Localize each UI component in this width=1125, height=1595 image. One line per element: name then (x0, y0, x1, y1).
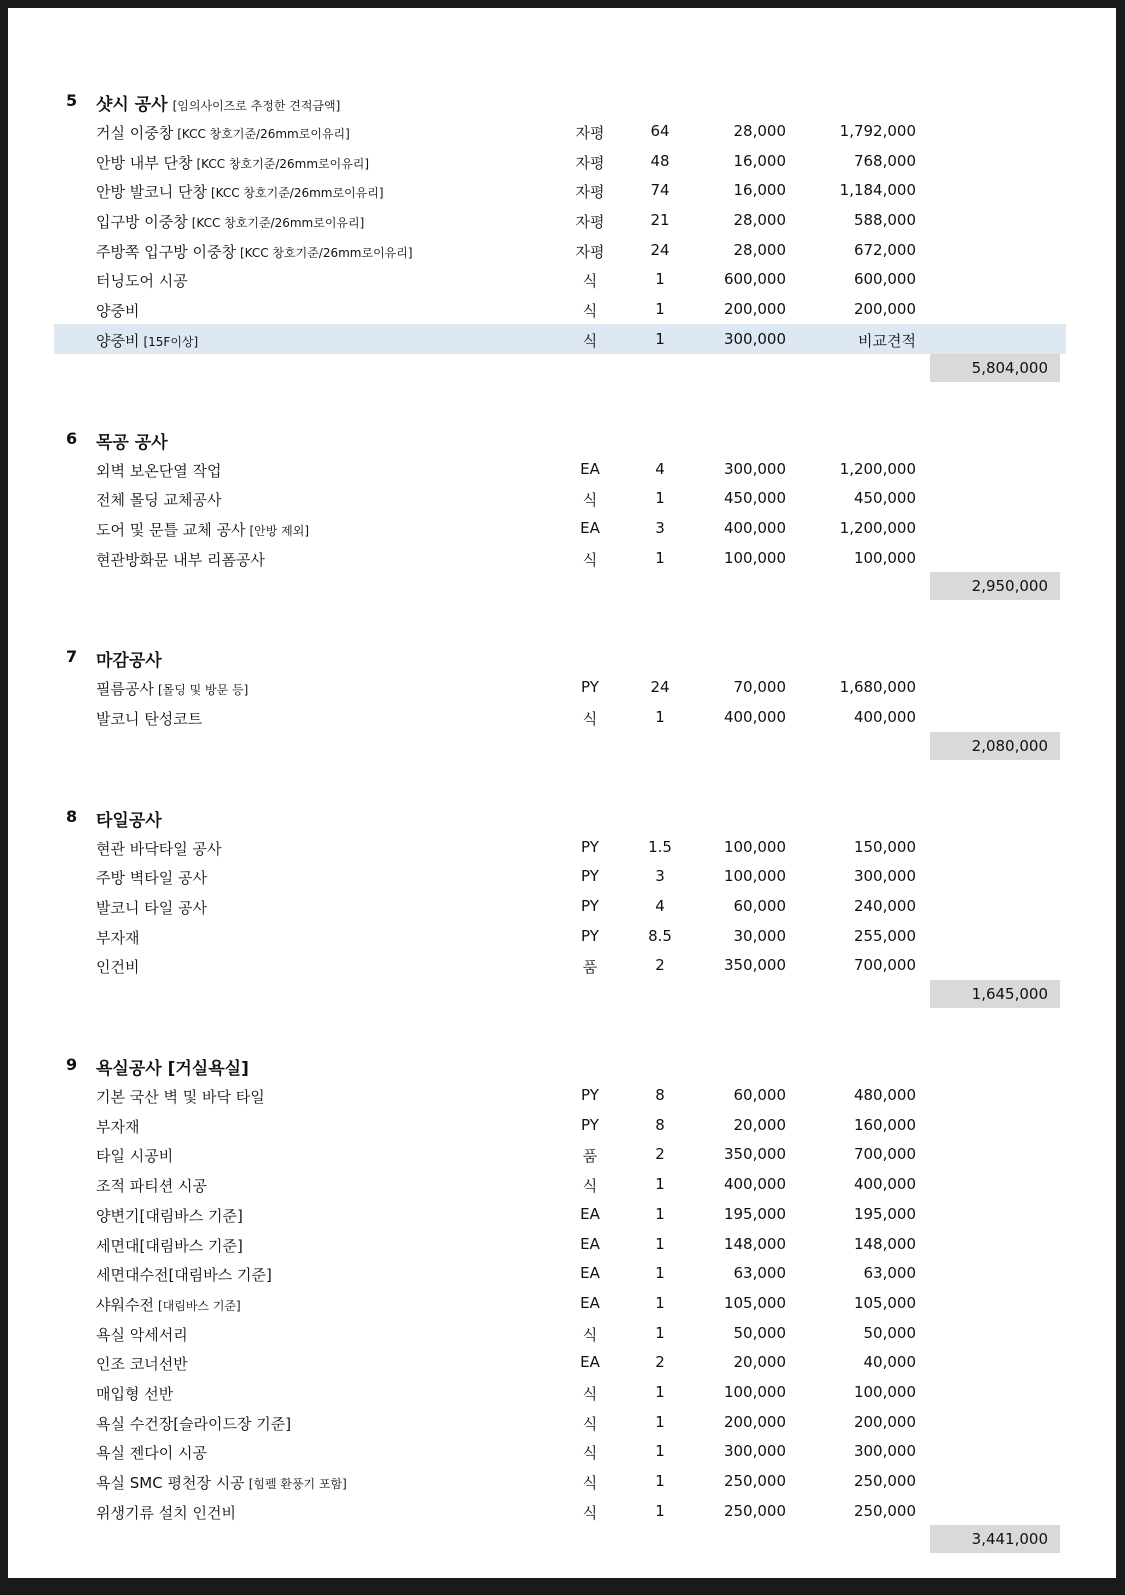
item-name-text: 조적 파티션 시공 (96, 1177, 207, 1196)
item-qty: 1 (655, 489, 665, 508)
item-name (96, 1264, 272, 1285)
item-note: [KCC 창호기준/26mm로이유리] (177, 127, 350, 141)
item-unit-price: 60,000 (733, 1086, 786, 1105)
section-note: [임의사이즈로 추정한 견적금액] (172, 99, 341, 113)
item-amount: 300,000 (853, 867, 916, 886)
item-unit: 식 (582, 1414, 598, 1433)
item-name-text: 인건비 (96, 958, 140, 977)
item-amount: 255,000 (853, 926, 916, 945)
item-qty: 4 (655, 897, 665, 915)
item-unit: 식 (582, 331, 598, 350)
item-amount: 480,000 (853, 1086, 916, 1105)
item-unit: EA (580, 1353, 600, 1372)
item-name-text: 발코니 탄성코트 (96, 709, 203, 728)
table-row-highlighted (54, 324, 1066, 354)
item-qty: 1 (655, 1264, 665, 1283)
table-row (8, 483, 1116, 513)
item-name (96, 1175, 207, 1196)
item-name-text: 안방 발코니 단창 (96, 183, 207, 202)
item-qty: 21 (650, 211, 670, 230)
item-amount: 300,000 (853, 1442, 916, 1461)
item-name-text: 터닝도어 시공 (96, 272, 188, 291)
item-name (96, 489, 221, 510)
item-amount: 63,000 (863, 1264, 916, 1283)
item-unit: 식 (582, 491, 598, 510)
table-row (8, 454, 1116, 484)
section-subtotal (8, 354, 1116, 384)
table-row (8, 1407, 1116, 1437)
item-name (96, 1413, 291, 1434)
item-name (96, 1472, 347, 1493)
table-row (8, 205, 1116, 235)
item-name (96, 549, 265, 570)
item-amount: 672,000 (853, 240, 916, 259)
item-qty: 1 (655, 1175, 665, 1194)
table-row (8, 1229, 1116, 1259)
section-title-text: 욕실공사 [거실욕실] (96, 1059, 249, 1080)
item-qty: 8 (655, 1115, 665, 1134)
item-unit-price: 100,000 (723, 867, 786, 886)
item-name-text: 욕실 악세서리 (96, 1325, 188, 1344)
item-name-text: 세면대수전[대림바스 기준] (96, 1266, 272, 1285)
item-amount: 1,792,000 (839, 122, 916, 140)
section-title (96, 806, 162, 831)
item-unit: PY (581, 1115, 599, 1134)
item-unit-price: 30,000 (733, 926, 786, 945)
item-name (96, 1086, 265, 1107)
table-row (8, 1347, 1116, 1377)
item-unit: 품 (582, 958, 598, 977)
section-subtotal (8, 572, 1116, 602)
item-name-text: 양변기[대림바스 기준] (96, 1206, 243, 1225)
section-subtotal (8, 1525, 1116, 1555)
item-unit-price: 148,000 (723, 1234, 786, 1253)
item-unit: EA (580, 459, 600, 478)
item-qty: 3 (655, 867, 665, 886)
item-amount: 1,184,000 (839, 181, 916, 200)
item-unit: EA (580, 1204, 600, 1223)
subtotal-value: 1,645,000 (971, 985, 1048, 1004)
item-amount: 700,000 (853, 1145, 916, 1164)
item-qty: 24 (650, 240, 670, 259)
item-unit: PY (581, 1086, 599, 1105)
subtotal-box (930, 732, 1060, 760)
subtotal-box (930, 1525, 1060, 1553)
item-name-text: 욕실 수건장[슬라이드장 기준] (96, 1414, 292, 1433)
item-unit: 자평 (575, 124, 605, 142)
item-qty: 8.5 (648, 926, 672, 945)
table-row (8, 1318, 1116, 1348)
section-subtotal (8, 980, 1116, 1010)
item-qty: 1 (655, 548, 665, 567)
item-name (96, 867, 207, 888)
item-amount: 105,000 (853, 1293, 916, 1312)
item-unit: PY (581, 897, 599, 915)
item-amount: 700,000 (853, 956, 916, 975)
table-row (8, 1436, 1116, 1466)
table-row (8, 950, 1116, 980)
item-name (96, 300, 139, 321)
item-name-text: 욕실 SMC 평천장 시공 (96, 1474, 245, 1492)
section-title (96, 90, 340, 115)
section-number: 5 (66, 91, 78, 110)
table-row (8, 1496, 1116, 1526)
section-number: 6 (66, 428, 78, 448)
item-unit: PY (581, 678, 599, 697)
item-amount: 200,000 (853, 1412, 916, 1431)
item-unit-price: 450,000 (723, 489, 786, 508)
item-amount: 450,000 (853, 489, 916, 508)
item-unit: 식 (582, 1444, 598, 1463)
item-qty: 1 (655, 1204, 665, 1223)
section-header (8, 802, 1116, 832)
item-unit: EA (580, 518, 600, 537)
section-title-text: 마감공사 (96, 651, 162, 672)
item-unit: 식 (582, 709, 598, 728)
item-name-text: 욕실 젠다이 시공 (96, 1444, 207, 1463)
item-name-text: 현관방화문 내부 리폼공사 (96, 550, 265, 569)
table-row (8, 146, 1116, 176)
section-title (96, 646, 162, 671)
item-unit: 자평 (575, 213, 605, 232)
subtotal-box (930, 980, 1060, 1008)
item-qty: 48 (650, 151, 670, 170)
item-unit: 자평 (575, 242, 605, 261)
item-unit-price: 400,000 (723, 707, 786, 726)
table-row (8, 672, 1116, 702)
document-page (8, 8, 1116, 1578)
item-name (96, 1116, 139, 1137)
section-title-text: 샷시 공사 (96, 95, 168, 115)
item-unit-price: 16,000 (733, 181, 786, 200)
section-header (8, 642, 1116, 672)
item-qty: 2 (655, 956, 665, 975)
item-unit-price: 60,000 (733, 897, 786, 915)
item-name-text: 양중비 (96, 302, 140, 321)
item-qty: 1 (655, 1501, 665, 1520)
item-name (96, 1383, 173, 1404)
item-unit-price: 400,000 (723, 518, 786, 537)
item-unit: PY (581, 867, 599, 886)
item-note: [KCC 창호기준/26mm로이유리] (239, 245, 413, 260)
item-name-text: 입구방 이중창 (96, 213, 188, 232)
item-unit-price: 28,000 (733, 122, 786, 140)
section-number: 7 (66, 647, 78, 667)
item-name-text: 인조 코너선반 (96, 1355, 188, 1374)
subtotal-value: 5,804,000 (971, 358, 1048, 377)
item-unit-price: 250,000 (723, 1472, 786, 1490)
item-note: [KCC 창호기준/26mm로이유리] (196, 156, 370, 171)
item-name (96, 181, 384, 202)
item-name (96, 1145, 173, 1166)
item-name (96, 1442, 207, 1463)
item-unit: 자평 (575, 153, 605, 172)
item-amount: 40,000 (863, 1353, 916, 1372)
item-name-text: 현관 바닥타일 공사 (96, 839, 222, 858)
section-9 (8, 1050, 1116, 1555)
item-unit: 식 (582, 1474, 598, 1492)
item-unit-price: 600,000 (723, 270, 786, 289)
item-name-text: 외벽 보온단열 작업 (96, 461, 222, 480)
item-name (96, 708, 202, 729)
item-amount: 200,000 (853, 300, 916, 319)
item-name (96, 1324, 188, 1345)
item-amount: 1,200,000 (839, 459, 916, 478)
table-row (8, 175, 1116, 205)
item-name-text: 주방 벽타일 공사 (96, 869, 207, 888)
table-row (8, 891, 1116, 921)
item-name (96, 927, 139, 948)
item-amount: 588,000 (853, 211, 916, 230)
item-name-text: 샤워수전 (96, 1295, 154, 1314)
item-unit-price: 100,000 (723, 548, 786, 567)
estimate-sections (8, 86, 1116, 1595)
item-name (96, 519, 309, 540)
item-name (96, 1294, 241, 1315)
item-name-text: 타일 시공비 (96, 1147, 174, 1166)
item-name (96, 122, 350, 143)
item-qty: 2 (655, 1145, 665, 1164)
item-amount: 비교견적 (858, 331, 916, 350)
subtotal-value: 2,950,000 (971, 577, 1048, 596)
item-qty: 1 (655, 270, 665, 289)
item-unit-price: 300,000 (723, 329, 786, 348)
item-amount: 400,000 (853, 707, 916, 726)
item-name-text: 기본 국산 벽 및 바닥 타일 (96, 1088, 265, 1107)
item-unit: 식 (582, 550, 598, 569)
item-unit: 품 (582, 1147, 598, 1166)
table-row (8, 702, 1116, 732)
item-qty: 3 (655, 518, 665, 537)
item-note: [KCC 창호기준/26mm로이유리] (191, 216, 365, 231)
section-6 (8, 424, 1116, 603)
item-unit: 식 (582, 1325, 598, 1344)
item-name-text: 전체 몰딩 교체공사 (96, 491, 222, 510)
section-title-text: 타일공사 (96, 810, 162, 831)
item-unit-price: 70,000 (733, 678, 786, 697)
item-unit-price: 16,000 (733, 151, 786, 170)
item-unit: 자평 (575, 183, 605, 202)
item-name (96, 838, 221, 859)
item-unit-price: 100,000 (723, 1382, 786, 1401)
table-row (8, 1199, 1116, 1229)
section-7 (8, 642, 1116, 761)
item-name-text: 주방쪽 입구방 이중창 (96, 242, 236, 261)
item-name (96, 241, 413, 262)
table-row (8, 1466, 1116, 1496)
section-number: 8 (66, 806, 78, 826)
subtotal-value: 3,441,000 (971, 1530, 1048, 1549)
item-name (96, 460, 221, 481)
item-unit-price: 300,000 (723, 459, 786, 478)
subtotal-box (930, 572, 1060, 600)
item-unit-price: 28,000 (733, 240, 786, 259)
item-name-text: 발코니 타일 공사 (96, 899, 207, 917)
item-unit-price: 250,000 (723, 1501, 786, 1520)
item-amount: 195,000 (853, 1204, 916, 1223)
item-unit: EA (580, 1264, 600, 1283)
item-qty: 74 (650, 181, 670, 200)
item-note: [대림바스 기준] (157, 1298, 241, 1313)
item-unit: 식 (582, 1177, 598, 1196)
item-unit-price: 50,000 (733, 1323, 786, 1342)
item-unit: 식 (582, 1503, 598, 1522)
item-name-text: 도어 및 문틀 교체 공사 (96, 520, 246, 539)
item-qty: 1 (655, 1472, 665, 1490)
item-qty: 4 (655, 459, 665, 478)
item-unit: 식 (582, 302, 598, 321)
section-header (8, 424, 1116, 454)
table-row (8, 832, 1116, 862)
item-unit-price: 350,000 (723, 1145, 786, 1164)
item-amount: 1,200,000 (839, 518, 916, 537)
table-row (8, 116, 1116, 146)
item-amount: 600,000 (853, 270, 916, 289)
item-qty: 1 (655, 707, 665, 726)
item-name (96, 678, 248, 699)
item-unit-price: 300,000 (723, 1442, 786, 1461)
item-amount: 150,000 (853, 837, 916, 856)
item-name (96, 1502, 236, 1523)
item-amount: 240,000 (853, 897, 916, 915)
item-name-text: 매입형 선반 (96, 1384, 174, 1403)
item-name (96, 152, 369, 173)
item-amount: 160,000 (853, 1115, 916, 1134)
table-row (8, 513, 1116, 543)
item-note: [몰딩 및 방문 등] (157, 683, 249, 698)
item-name (96, 1235, 243, 1256)
table-row (8, 235, 1116, 265)
item-name-text: 필름공사 (96, 680, 154, 699)
item-qty: 1 (655, 1382, 665, 1401)
item-name-text: 부자재 (96, 1117, 140, 1136)
item-unit-price: 200,000 (723, 300, 786, 319)
item-name (96, 330, 198, 351)
item-unit-price: 105,000 (723, 1293, 786, 1312)
table-row (8, 1080, 1116, 1110)
table-row (8, 543, 1116, 573)
item-unit-price: 20,000 (733, 1353, 786, 1372)
subtotal-value: 2,080,000 (971, 736, 1048, 755)
item-note: [힘펠 환풍기 포함] (248, 1477, 347, 1491)
item-name-text: 위생기류 설치 인건비 (96, 1503, 236, 1522)
item-amount: 100,000 (853, 1382, 916, 1401)
item-amount: 400,000 (853, 1175, 916, 1194)
item-name (96, 956, 139, 977)
item-amount: 50,000 (863, 1323, 916, 1342)
subtotal-box (930, 354, 1060, 382)
item-unit-price: 28,000 (733, 211, 786, 230)
item-qty: 8 (655, 1086, 665, 1105)
item-qty: 24 (650, 678, 670, 697)
item-amount: 768,000 (853, 151, 916, 170)
section-header (8, 1050, 1116, 1080)
item-name-text: 양중비 (96, 331, 140, 350)
section-title (96, 1054, 249, 1079)
item-name (96, 1353, 188, 1374)
item-name-text: 안방 내부 단창 (96, 153, 193, 172)
item-note: [KCC 창호기준/26mm로이유리] (210, 186, 384, 201)
item-qty: 1 (655, 1412, 665, 1431)
section-header (8, 86, 1116, 116)
item-unit: PY (581, 926, 599, 945)
table-row (8, 1288, 1116, 1318)
table-row (8, 264, 1116, 294)
item-unit: 식 (582, 1384, 598, 1403)
item-unit: EA (580, 1293, 600, 1312)
item-name (96, 211, 364, 232)
section-number: 9 (66, 1055, 78, 1075)
section-subtotal (8, 732, 1116, 762)
table-row (8, 921, 1116, 951)
table-row (8, 861, 1116, 891)
table-row (8, 1377, 1116, 1407)
table-row (8, 294, 1116, 324)
item-qty: 64 (650, 122, 670, 140)
table-row (8, 1258, 1116, 1288)
item-qty: 2 (655, 1353, 665, 1372)
item-name (96, 1205, 243, 1226)
item-name-text: 세면대[대림바스 기준] (96, 1236, 243, 1255)
item-qty: 1 (655, 1234, 665, 1253)
item-note: [안방 제외] (249, 523, 310, 538)
item-unit-price: 63,000 (733, 1264, 786, 1283)
item-amount: 1,680,000 (839, 678, 916, 697)
item-unit-price: 400,000 (723, 1175, 786, 1194)
item-note: [15F이상] (143, 334, 199, 349)
item-qty: 1 (655, 300, 665, 319)
item-amount: 250,000 (853, 1472, 916, 1490)
item-unit: EA (580, 1234, 600, 1253)
section-title (96, 428, 168, 453)
section-5 (8, 86, 1116, 384)
item-unit-price: 200,000 (723, 1412, 786, 1431)
item-amount: 148,000 (853, 1234, 916, 1253)
item-amount: 100,000 (853, 548, 916, 567)
item-name (96, 897, 207, 918)
section-8 (8, 802, 1116, 1010)
item-unit-price: 195,000 (723, 1204, 786, 1223)
table-row (8, 1110, 1116, 1140)
item-name (96, 270, 188, 291)
item-qty: 1 (655, 1323, 665, 1342)
item-amount: 250,000 (853, 1501, 916, 1520)
item-unit: 식 (582, 272, 598, 291)
item-qty: 1 (655, 1442, 665, 1461)
item-qty: 1.5 (648, 837, 672, 856)
section-title-text: 목공 공사 (96, 432, 168, 453)
item-unit-price: 100,000 (723, 837, 786, 856)
item-name-text: 거실 이중창 (96, 124, 174, 142)
item-unit-price: 20,000 (733, 1115, 786, 1134)
table-row (8, 1169, 1116, 1199)
item-unit-price: 350,000 (723, 956, 786, 975)
table-row (8, 1139, 1116, 1169)
item-qty: 1 (655, 329, 665, 348)
item-unit: PY (581, 837, 599, 856)
item-qty: 1 (655, 1293, 665, 1312)
item-name-text: 부자재 (96, 928, 140, 947)
